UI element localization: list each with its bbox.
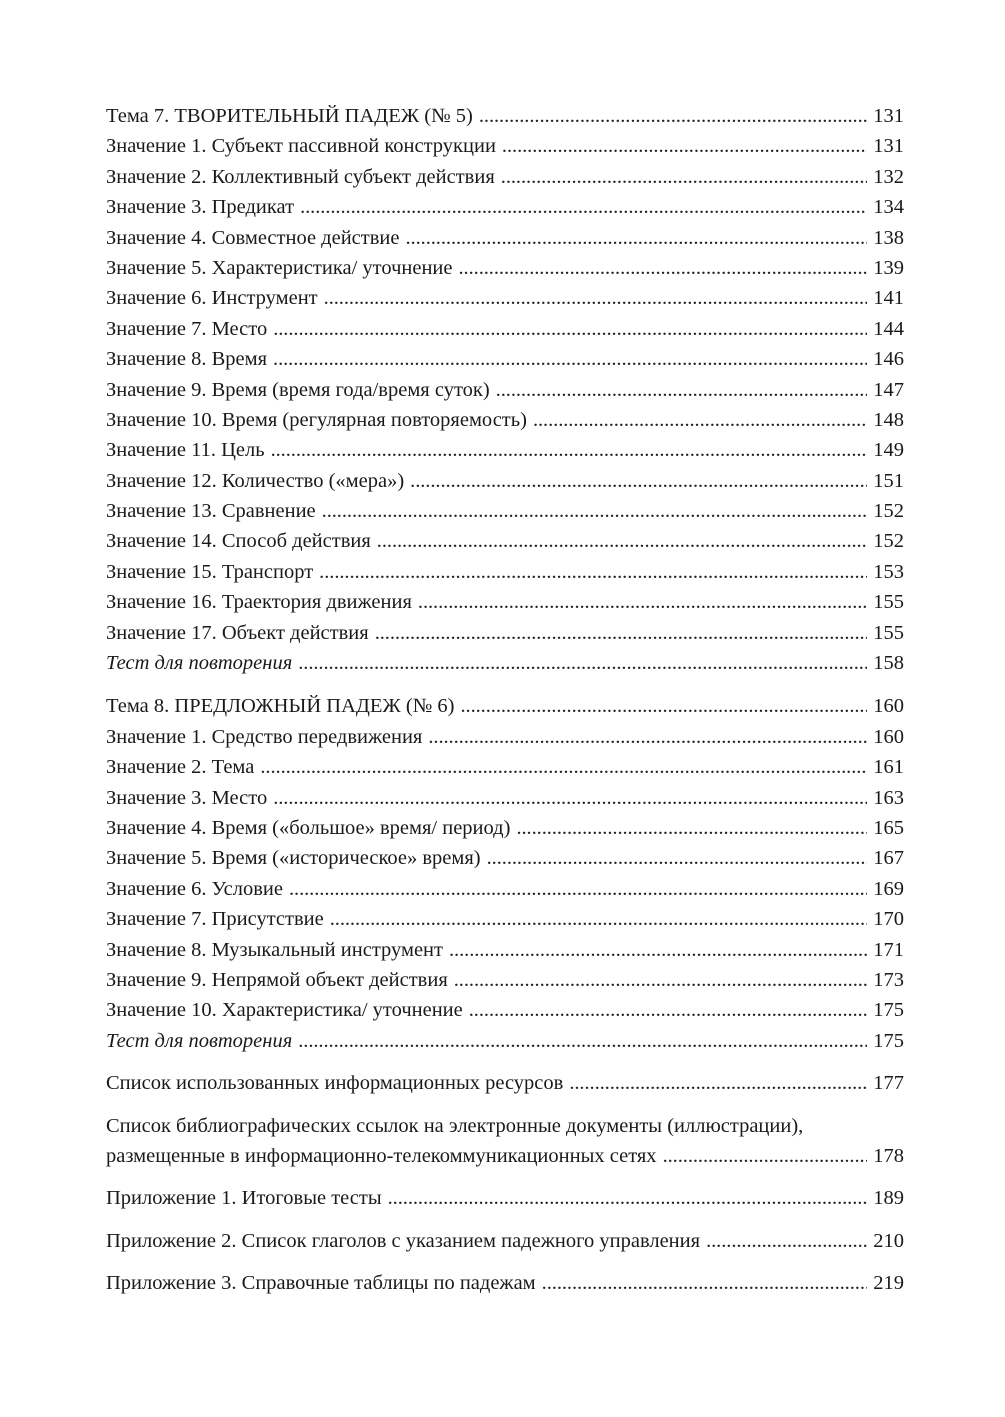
toc-label: Значение 14. Способ действия <box>106 530 371 553</box>
toc-page-number: 189 <box>873 1187 904 1210</box>
dot-leader <box>324 283 868 313</box>
toc-page-number: 144 <box>873 317 904 340</box>
dot-leader <box>375 618 868 648</box>
table-of-contents <box>106 101 904 1298</box>
toc-entry[interactable] <box>106 965 904 995</box>
dot-leader <box>502 131 867 161</box>
toc-label: Значение 12. Количество («мера») <box>106 469 405 492</box>
toc-page-number: 153 <box>873 560 904 583</box>
toc-label: Значение 1. Субъект пассивной конструкции <box>106 135 496 158</box>
toc-label: Значение 5. Время («историческое» время) <box>106 847 481 870</box>
toc-label: Значение 11. Цель <box>106 439 265 462</box>
toc-entry[interactable] <box>106 557 904 587</box>
dot-leader <box>273 314 867 344</box>
toc-bibliography-second-line <box>106 1141 904 1171</box>
toc-entry[interactable] <box>106 995 904 1025</box>
toc-label: Значение 6. Условие <box>106 877 283 900</box>
dot-leader <box>273 344 867 374</box>
toc-test-entry[interactable] <box>106 648 904 678</box>
toc-entry[interactable] <box>106 131 904 161</box>
toc-entry[interactable] <box>106 192 904 222</box>
dot-leader <box>377 526 867 556</box>
toc-entry[interactable] <box>106 344 904 374</box>
toc-section-title[interactable] <box>106 691 904 721</box>
dot-leader <box>319 557 867 587</box>
toc-entry[interactable] <box>106 466 904 496</box>
toc-entry[interactable] <box>106 405 904 435</box>
dot-leader <box>479 101 867 131</box>
toc-label: Тест для повторения <box>106 1029 293 1052</box>
dot-leader <box>501 162 867 192</box>
toc-page-number: 163 <box>873 786 904 809</box>
dot-leader <box>273 783 867 813</box>
toc-entry[interactable] <box>106 618 904 648</box>
toc-page-number: 170 <box>873 908 904 931</box>
dot-leader <box>542 1268 868 1298</box>
toc-page-number: 175 <box>873 999 904 1022</box>
dot-leader <box>487 843 868 873</box>
dot-leader <box>260 752 867 782</box>
toc-page-number: 141 <box>873 287 904 310</box>
toc-label-line-1: Список библиографических ссылок на электронные документы (иллюстрации), <box>106 1114 804 1137</box>
dot-leader <box>271 435 868 465</box>
toc-entry[interactable] <box>106 874 904 904</box>
dot-leader <box>289 874 867 904</box>
dot-leader <box>533 405 867 435</box>
toc-label: Значение 7. Присутствие <box>106 908 324 931</box>
dot-leader <box>459 253 868 283</box>
toc-page-number: 147 <box>873 378 904 401</box>
toc-label: Значение 9. Время (время года/время суток) <box>106 378 490 401</box>
toc-page-number: 139 <box>873 256 904 279</box>
toc-page-number: 219 <box>873 1272 904 1295</box>
toc-label: Значение 5. Характеристика/ уточнение <box>106 256 453 279</box>
dot-leader <box>406 223 868 253</box>
toc-page-number: 177 <box>873 1072 904 1095</box>
toc-label: Значение 3. Предикат <box>106 196 295 219</box>
toc-page-number: 158 <box>873 652 904 675</box>
toc-label: Список использованных информационных ресурсов <box>106 1072 564 1095</box>
dot-leader <box>569 1068 867 1098</box>
toc-label: Значение 3. Место <box>106 786 268 809</box>
toc-entry[interactable] <box>106 904 904 934</box>
toc-label: Значение 10. Характеристика/ уточнение <box>106 999 463 1022</box>
toc-page-number: 155 <box>873 621 904 644</box>
toc-test-entry[interactable] <box>106 1026 904 1056</box>
toc-appendix-3[interactable] <box>106 1268 904 1298</box>
toc-page-number: 169 <box>873 877 904 900</box>
dot-leader <box>330 904 868 934</box>
toc-page-number: 171 <box>873 938 904 961</box>
toc-label: Значение 15. Транспорт <box>106 560 314 583</box>
dot-leader <box>496 375 868 405</box>
toc-label: Значение 7. Место <box>106 317 268 340</box>
toc-label: Значение 9. Непрямой объект действия <box>106 968 448 991</box>
toc-label: Значение 13. Сравнение <box>106 500 316 523</box>
toc-entry[interactable] <box>106 752 904 782</box>
dot-leader <box>388 1183 868 1213</box>
toc-entry[interactable] <box>106 496 904 526</box>
toc-label: Приложение 1. Итоговые тесты <box>106 1187 382 1210</box>
dot-leader <box>418 587 867 617</box>
toc-page-number: 151 <box>873 469 904 492</box>
toc-entry[interactable] <box>106 587 904 617</box>
toc-label: Значение 16. Траектория движения <box>106 591 412 614</box>
dot-leader <box>454 965 868 995</box>
toc-label: Значение 1. Средство передвижения <box>106 725 423 748</box>
toc-label: Значение 17. Объект действия <box>106 621 369 644</box>
toc-entry[interactable] <box>106 162 904 192</box>
dot-leader <box>428 722 867 752</box>
toc-page-number: 148 <box>873 408 904 431</box>
toc-resources-entry[interactable] <box>106 1068 904 1098</box>
toc-entry[interactable] <box>106 843 904 873</box>
dot-leader <box>449 935 867 965</box>
dot-leader <box>460 691 867 721</box>
toc-label: Тема 8. ПРЕДЛОЖНЫЙ ПАДЕЖ (№ 6) <box>106 695 455 718</box>
toc-page-number: 149 <box>873 439 904 462</box>
toc-page-number: 134 <box>873 196 904 219</box>
dot-leader <box>298 1026 867 1056</box>
toc-entry[interactable] <box>106 722 904 752</box>
dot-leader <box>516 813 867 843</box>
dot-leader <box>322 496 868 526</box>
toc-page-number: 175 <box>873 1029 904 1052</box>
toc-entry[interactable] <box>106 253 904 283</box>
toc-page-number: 160 <box>873 725 904 748</box>
toc-page-number: 210 <box>873 1229 904 1252</box>
toc-section-title[interactable] <box>106 101 904 131</box>
toc-page-number: 131 <box>873 105 904 127</box>
toc-page-number: 167 <box>873 847 904 870</box>
dot-leader <box>410 466 867 496</box>
toc-page-number: 132 <box>873 165 904 188</box>
toc-entry[interactable] <box>106 813 904 843</box>
dot-leader <box>706 1226 867 1256</box>
toc-label: Значение 2. Коллективный субъект действия <box>106 165 495 188</box>
dot-leader <box>663 1141 868 1171</box>
toc-entry[interactable] <box>106 375 904 405</box>
toc-entry[interactable] <box>106 526 904 556</box>
toc-entry[interactable] <box>106 223 904 253</box>
toc-label: Приложение 3. Справочные таблицы по падежам <box>106 1272 536 1295</box>
toc-page-number: 161 <box>873 756 904 779</box>
dot-leader <box>469 995 868 1025</box>
toc-page-number: 173 <box>873 968 904 991</box>
toc-label: Значение 6. Инструмент <box>106 287 318 310</box>
toc-label: Тест для повторения <box>106 652 293 675</box>
toc-label: Приложение 2. Список глаголов с указанием падежного управления <box>106 1229 701 1252</box>
toc-entry[interactable] <box>106 783 904 813</box>
toc-label: Значение 2. Тема <box>106 756 255 779</box>
toc-label: Значение 4. Время («большое» время/ период) <box>106 816 511 839</box>
toc-entry[interactable] <box>106 283 904 313</box>
toc-page-number: 146 <box>873 348 904 371</box>
toc-label: Значение 10. Время (регулярная повторяемость) <box>106 408 527 431</box>
toc-label-line-2: размещенные в информационно-телекоммуникационных сетях <box>106 1144 657 1167</box>
toc-label: Значение 8. Музыкальный инструмент <box>106 938 443 961</box>
toc-page-number: 160 <box>873 695 904 718</box>
toc-page-number: 178 <box>873 1144 904 1167</box>
dot-leader <box>300 192 867 222</box>
toc-label: Значение 4. Совместное действие <box>106 226 400 249</box>
toc-page-number: 155 <box>873 591 904 614</box>
toc-page-number: 131 <box>873 135 904 158</box>
toc-page-number: 152 <box>873 530 904 553</box>
toc-entry[interactable] <box>106 935 904 965</box>
toc-entry[interactable] <box>106 435 904 465</box>
dot-leader <box>298 648 867 678</box>
toc-bibliography-entry[interactable] <box>106 1111 904 1172</box>
toc-entry[interactable] <box>106 314 904 344</box>
toc-appendix-2[interactable] <box>106 1226 904 1256</box>
toc-appendix-1[interactable] <box>106 1183 904 1213</box>
toc-page-number: 152 <box>873 500 904 523</box>
toc-page-number: 165 <box>873 816 904 839</box>
toc-label: Значение 8. Время <box>106 348 268 371</box>
toc-page-number: 138 <box>873 226 904 249</box>
toc-label: Тема 7. ТВОРИТЕЛЬНЫЙ ПАДЕЖ (№ 5) <box>106 105 473 127</box>
